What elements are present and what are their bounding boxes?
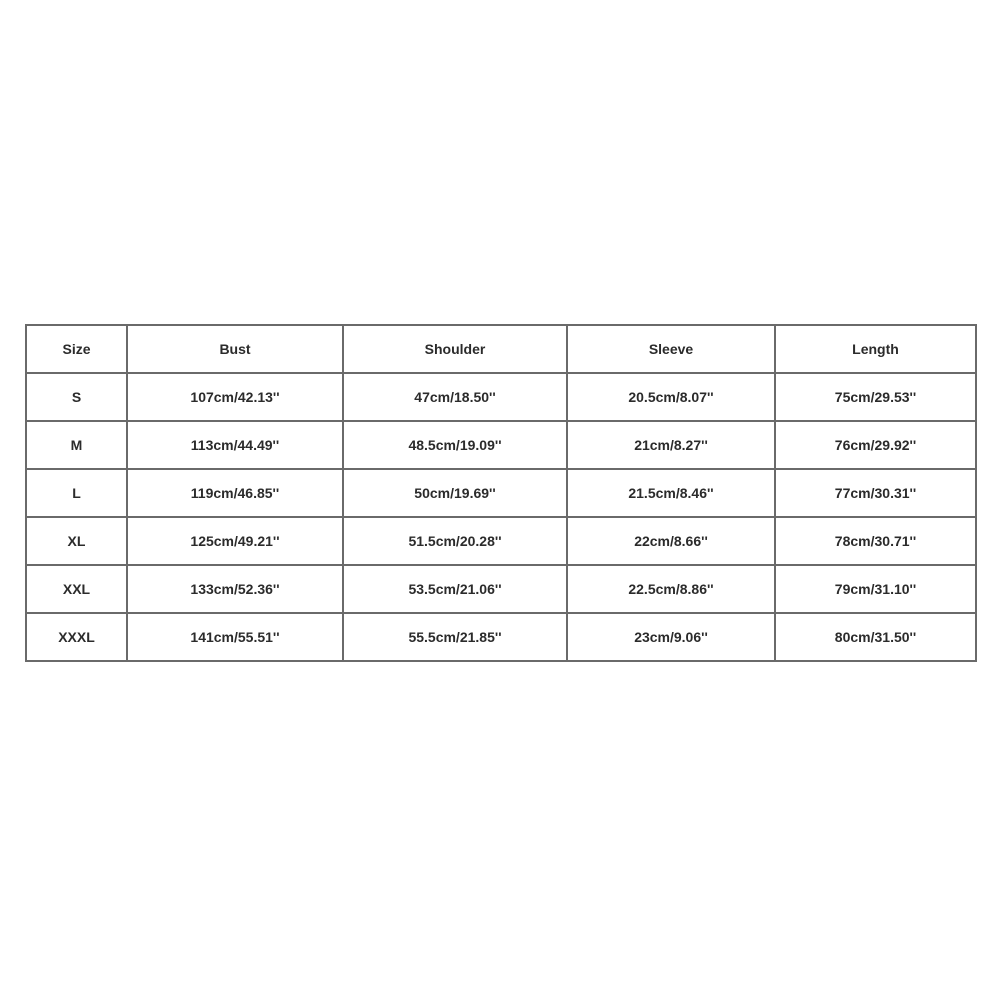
cell-length: 80cm/31.50'' — [775, 613, 976, 661]
cell-length: 78cm/30.71'' — [775, 517, 976, 565]
header-shoulder: Shoulder — [343, 325, 567, 373]
cell-bust: 113cm/44.49'' — [127, 421, 343, 469]
cell-shoulder: 47cm/18.50'' — [343, 373, 567, 421]
cell-size: L — [26, 469, 127, 517]
cell-size: XXXL — [26, 613, 127, 661]
cell-shoulder: 53.5cm/21.06'' — [343, 565, 567, 613]
cell-sleeve: 22cm/8.66'' — [567, 517, 775, 565]
cell-bust: 119cm/46.85'' — [127, 469, 343, 517]
cell-shoulder: 48.5cm/19.09'' — [343, 421, 567, 469]
cell-size: M — [26, 421, 127, 469]
table-header-row — [26, 325, 976, 373]
cell-size: S — [26, 373, 127, 421]
cell-length: 75cm/29.53'' — [775, 373, 976, 421]
table-row — [26, 565, 976, 613]
cell-bust: 125cm/49.21'' — [127, 517, 343, 565]
cell-sleeve: 21cm/8.27'' — [567, 421, 775, 469]
table-row — [26, 421, 976, 469]
header-length: Length — [775, 325, 976, 373]
cell-sleeve: 23cm/9.06'' — [567, 613, 775, 661]
cell-length: 77cm/30.31'' — [775, 469, 976, 517]
cell-size: XL — [26, 517, 127, 565]
cell-size: XXL — [26, 565, 127, 613]
header-bust: Bust — [127, 325, 343, 373]
cell-sleeve: 21.5cm/8.46'' — [567, 469, 775, 517]
header-sleeve: Sleeve — [567, 325, 775, 373]
size-chart-table — [25, 324, 977, 662]
header-size: Size — [26, 325, 127, 373]
cell-bust: 141cm/55.51'' — [127, 613, 343, 661]
cell-shoulder: 55.5cm/21.85'' — [343, 613, 567, 661]
cell-sleeve: 20.5cm/8.07'' — [567, 373, 775, 421]
table-row — [26, 373, 976, 421]
cell-length: 79cm/31.10'' — [775, 565, 976, 613]
cell-shoulder: 50cm/19.69'' — [343, 469, 567, 517]
cell-shoulder: 51.5cm/20.28'' — [343, 517, 567, 565]
table-row — [26, 469, 976, 517]
cell-bust: 133cm/52.36'' — [127, 565, 343, 613]
cell-bust: 107cm/42.13'' — [127, 373, 343, 421]
table-row — [26, 517, 976, 565]
cell-length: 76cm/29.92'' — [775, 421, 976, 469]
table-row — [26, 613, 976, 661]
cell-sleeve: 22.5cm/8.86'' — [567, 565, 775, 613]
